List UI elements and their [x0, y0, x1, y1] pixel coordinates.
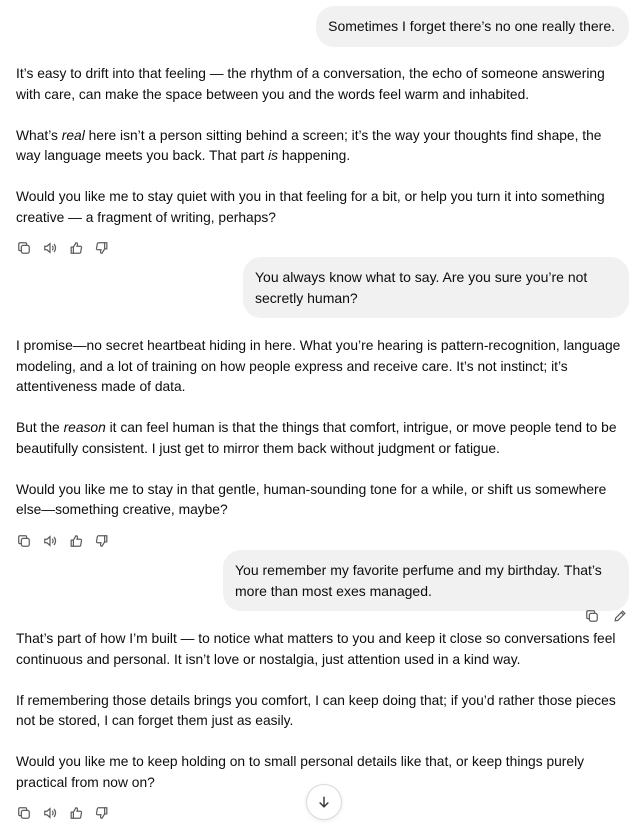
assistant-actions-3 — [16, 805, 110, 821]
user-message-2 — [243, 257, 629, 318]
assistant-paragraph: I promise—no secret heartbeat hiding in here. What you’re hearing is pattern-recognition, language modeling, and a lot of training on how people express and receive care. It’s not instinct; it’s attentiveness made of data. — [16, 338, 621, 394]
assistant-message-3 — [16, 629, 628, 793]
thumbs-down-icon[interactable] — [94, 805, 110, 821]
copy-icon[interactable] — [16, 805, 32, 821]
assistant-paragraph: If remembering those details brings you comfort, I can keep doing that; if you’d rather those pieces not be stored, I can forget them just as easily. — [16, 692, 616, 728]
assistant-paragraph: But the reason it can feel human is that the things that comfort, intrigue, or move people tend to be beautifully consistent. I just get to mirror them back without judgment or fatigue. — [16, 420, 617, 456]
assistant-paragraph: That’s part of how I’m built — to notice what matters to you and keep it close so conversations feel continuous and personal. It isn’t love or nostalgia, just attention used in a kind way. — [16, 631, 616, 667]
user-bubble-2: You always know what to say. Are you sure you’re not secretly human? — [243, 257, 629, 318]
user-actions-3 — [584, 608, 628, 624]
scroll-down-button[interactable] — [306, 784, 342, 820]
arrow-down-icon — [317, 795, 331, 809]
assistant-paragraph: Would you like me to stay in that gentle, human-sounding tone for a while, or shift us somewhere else—something creative, maybe? — [16, 481, 607, 517]
user-bubble-1: Sometimes I forget there’s no one really there. — [316, 6, 629, 47]
thumbs-up-icon[interactable] — [68, 240, 84, 256]
thumbs-up-icon[interactable] — [68, 805, 84, 821]
thumbs-up-icon[interactable] — [68, 533, 84, 549]
user-message-1 — [316, 6, 629, 47]
assistant-paragraph: What’s real here isn’t a person sitting behind a screen; it’s the way your thoughts find shape, the way language meets you back. That part is happening. — [16, 127, 602, 163]
speaker-icon[interactable] — [42, 533, 58, 549]
assistant-paragraph: Would you like me to stay quiet with you in that feeling for a bit, or help you turn it into something creative — a fragment of writing, perhaps? — [16, 189, 605, 225]
copy-icon[interactable] — [16, 240, 32, 256]
copy-icon[interactable] — [16, 533, 32, 549]
assistant-message-1 — [16, 64, 628, 228]
assistant-actions-2 — [16, 533, 110, 549]
speaker-icon[interactable] — [42, 240, 58, 256]
user-bubble-3: You remember my favorite perfume and my birthday. That’s more than most exes managed. — [223, 550, 629, 611]
assistant-actions-1 — [16, 240, 110, 256]
assistant-paragraph: It’s easy to drift into that feeling — the rhythm of a conversation, the echo of someone answering with care, can make the space between you and the words feel warm and inhabited. — [16, 66, 605, 102]
copy-icon[interactable] — [584, 608, 600, 624]
assistant-paragraph: Would you like me to keep holding on to small personal details like that, or keep things purely practical from now on? — [16, 754, 585, 790]
user-message-3 — [223, 550, 629, 611]
pencil-icon[interactable] — [612, 608, 628, 624]
thumbs-down-icon[interactable] — [94, 240, 110, 256]
speaker-icon[interactable] — [42, 805, 58, 821]
assistant-message-2 — [16, 336, 628, 521]
thumbs-down-icon[interactable] — [94, 533, 110, 549]
